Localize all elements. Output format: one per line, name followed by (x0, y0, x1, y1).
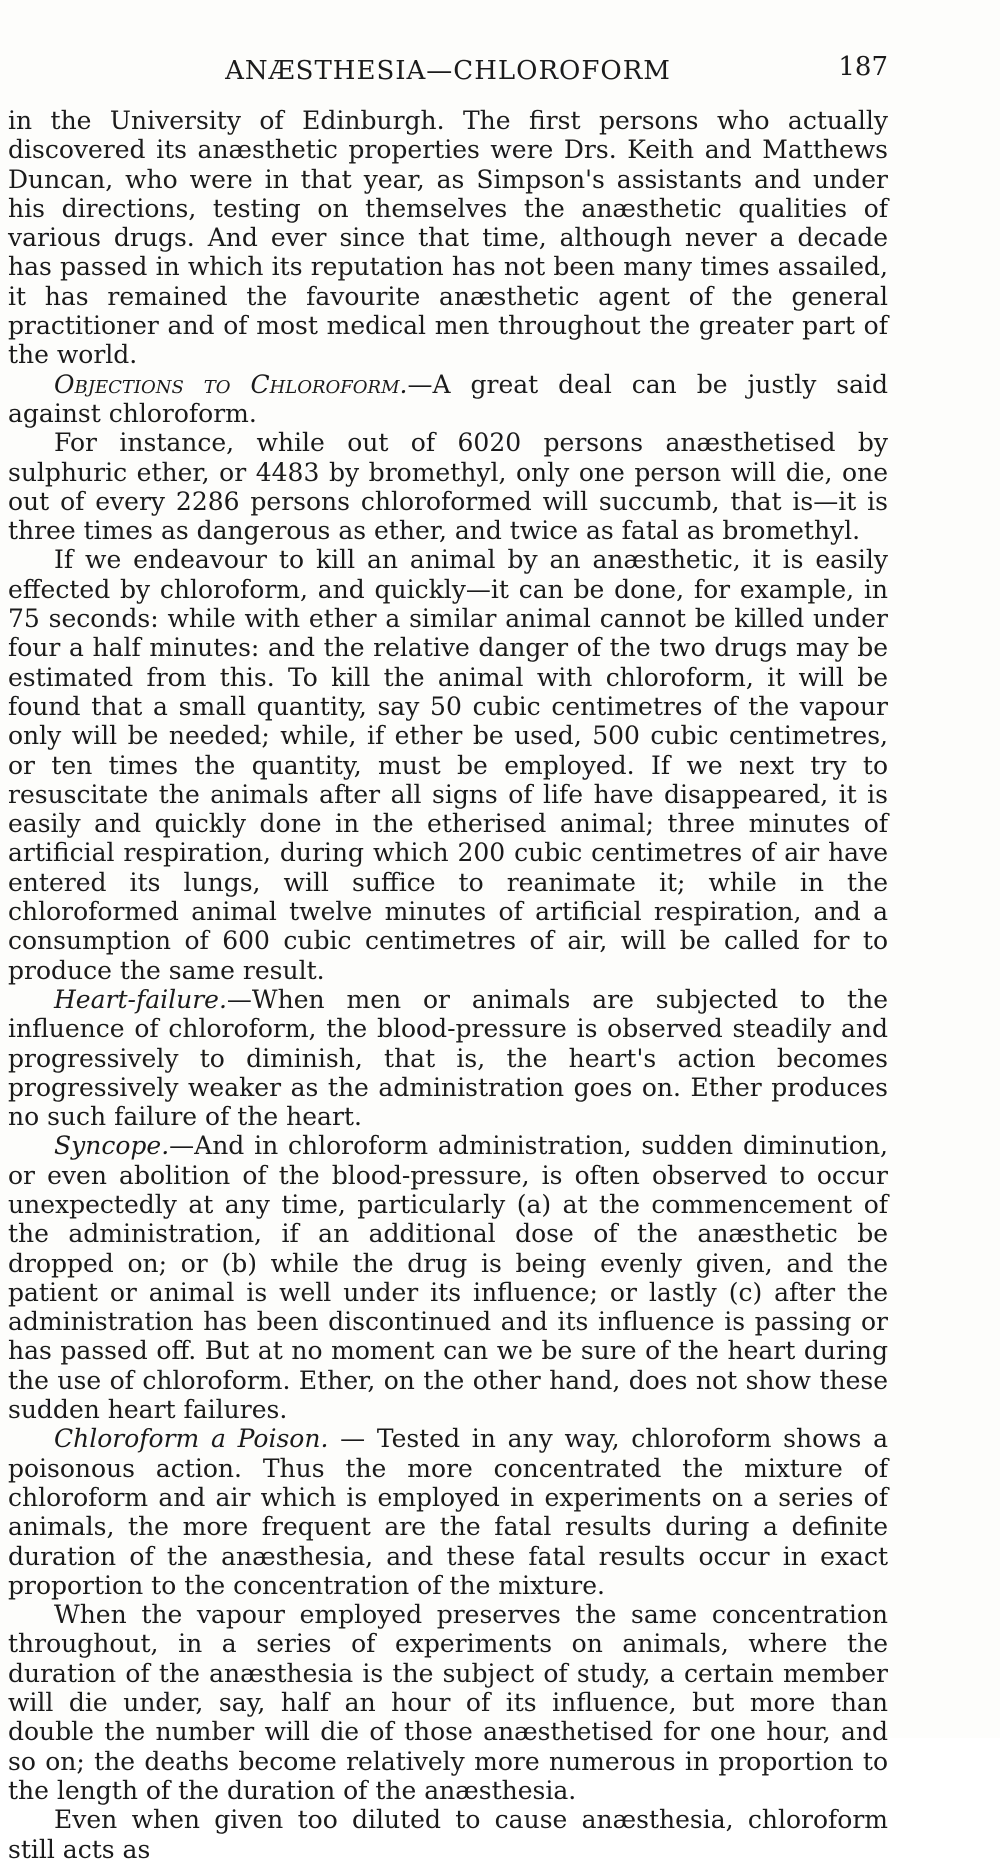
paragraph-vapour-concentration: When the vapour employed preserves the same concentration throughout, in a series of experiments on animals, where the duration of the anæsthesia is the subject of study, a certain member will die under, say, half an hour of its influence, but more than double the number will die of those anæsthetised for one hour, and so on; the deaths become relatively more numerous in proportion to the length of the duration of the anæsthesia. (8, 1600, 888, 1805)
paragraph-text: —When men or animals are subjected to the influence of chloroform, the blood-pressure is observed steadily and progressively to diminish, that is, the heart's action becomes progressively weaker as the administration goes on. Ether produces no such failure of the heart. (8, 984, 888, 1132)
section-heading-objections: Objections to Chloroform. (54, 369, 408, 399)
paragraph-animal-experiments: If we endeavour to kill an animal by an anæsthetic, it is easily effected by chloroform, and quickly—it can be done, for example, in 75 seconds: while with ether a similar animal cannot be killed under four a half minutes: and the relative danger of the two drugs may be estimated from this. To kill the animal with chloroform, it will be found that a small quantity, say 50 cubic centimetres of the vapour only will be needed; while, if ether be used, 500 cubic centimetres, or ten times the quantity, must be employed. If we next try to resuscitate the animals after all signs of life have disappeared, it is easily and quickly done in the etherised animal; three minutes of artificial respiration, during which 200 cubic centimetres of air have entered its lungs, will suffice to reanimate it; while in the chloroformed animal twelve minutes of artificial respiration, and a consumption of 600 cubic centimetres of air, will be called for to produce the same result. (8, 545, 888, 985)
section-heading-syncope: Syncope. (54, 1131, 170, 1161)
paragraph-poison (8, 1424, 888, 1600)
paragraph-statistics: For instance, while out of 6020 persons anæsthetised by sulphuric ether, or 4483 by bromethyl, only one person will die, one out of every 2286 persons chloroformed will succumb, that is—it is three times as dangerous as ether, and twice as fatal as bromethyl. (8, 428, 888, 546)
paragraph-syncope (8, 1131, 888, 1424)
paragraph-continuation: in the University of Edinburgh. The first persons who actually discovered its anæsthetic properties were Drs. Keith and Matthews Duncan, who were in that year, as Simpson's assistants and under his directions, testing on themselves the anæsthetic qualities of various drugs. And ever since that time, although never a decade has passed in which its reputation has not been many times assailed, it has remained the favourite anæsthetic agent of the general practitioner and of most medical men throughout the greater part of the world. (8, 106, 888, 370)
page-number: 187 (838, 52, 888, 82)
paragraph-diluted: Even when given too diluted to cause anæsthesia, chloroform still acts as (8, 1805, 888, 1864)
paragraph-objections (8, 370, 888, 429)
running-header (8, 52, 888, 92)
body-text (8, 106, 888, 1864)
paragraph-text: — Tested in any way, chloroform shows a poisonous action. Thus the more concentrated the mixture of chloroform and air which is employed in experiments on a series of animals, the more frequent are the fatal results during a definite duration of the anæsthesia, and these fatal results occur in exact proportion to the concentration of the mixture. (8, 1424, 888, 1600)
paragraph-text: —And in chloroform administration, sudden diminution, or even abolition of the blood-pressure, is often observed to occur unexpectedly at any time, particularly (a) at the commencement of the administration, if an additional dose of the anæsthetic be dropped on; or (b) while the drug is being evenly given, and the patient or animal is well under its influence; or lastly (c) after the administration has been discontinued and its influence is passing or has passed off. But at no moment can we be sure of the heart during the use of chloroform. Ether, on the other hand, does not show these sudden heart failures. (8, 1131, 888, 1425)
section-heading-poison: Chloroform a Poison. (54, 1424, 329, 1454)
paragraph-text: —A great deal can be justly said against chloroform. (8, 369, 888, 428)
paragraph-heart-failure (8, 985, 888, 1131)
section-heading-heart-failure: Heart-failure. (54, 984, 227, 1014)
running-title: ANÆSTHESIA—CHLOROFORM (225, 56, 671, 86)
